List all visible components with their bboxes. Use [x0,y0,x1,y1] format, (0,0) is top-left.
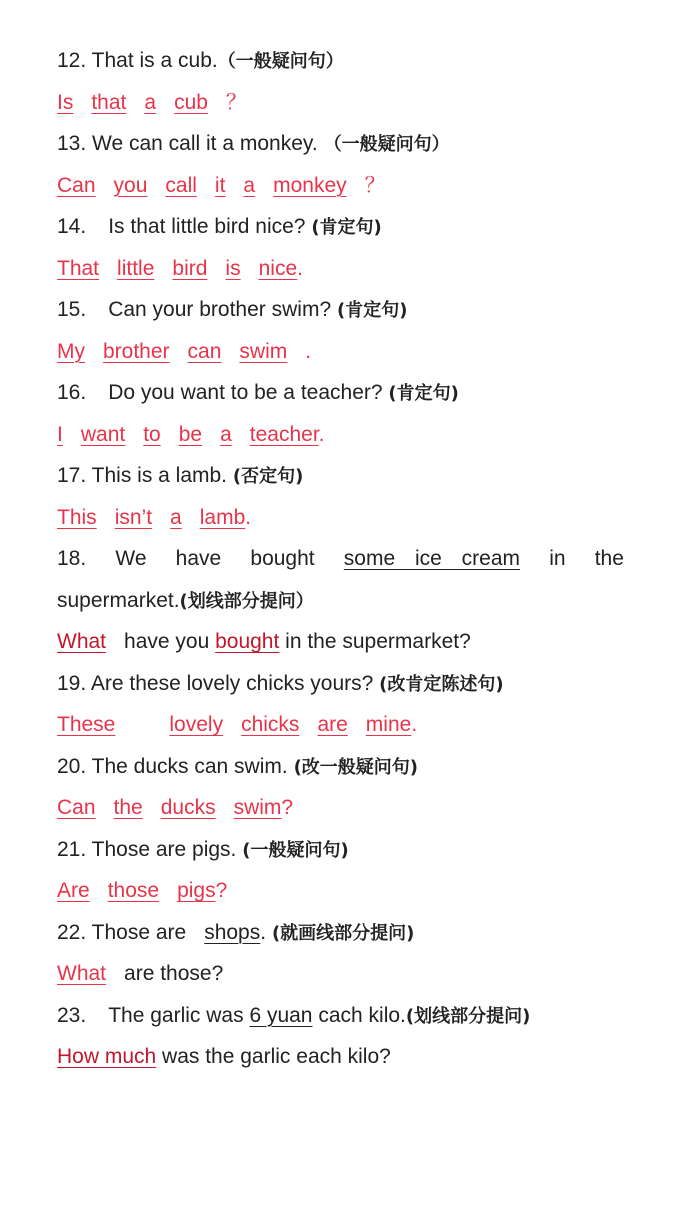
question-hint: (否定句) [232,466,304,487]
answer-word: Can [57,796,96,819]
answer-13 [57,165,624,207]
answer-word: you [113,173,148,197]
question-prompt: The garlic was [108,1003,244,1027]
answer-23 [57,1036,624,1078]
answer-12 [57,82,624,124]
question-number: 23. [57,1003,87,1027]
answer-word: the [113,796,143,819]
question-hint: (肯定句) [388,383,459,404]
underlined-phrase: shops [204,920,261,944]
question-prompt: supermarket. [57,588,180,612]
question-16 [57,372,624,414]
question-23 [57,995,624,1037]
underlined-phrase: 6 yuan [249,1003,313,1027]
answer-word: want [80,422,126,446]
answer-17 [57,497,624,539]
question-prompt: Is that little bird nice? [108,215,306,238]
answer-word: Can [57,173,96,197]
answer-word: Are [57,879,90,902]
question-prompt: 19. Are these lovely chicks yours? [57,671,374,695]
question-prompt: 22. Those are [57,920,187,944]
question-hint: (划线部分提问） [179,590,314,612]
answer-18 [57,621,624,663]
answer-word: That [57,256,100,280]
question-prompt: 13. We can call it a monkey. [57,132,318,155]
answer-22 [57,953,624,995]
question-14 [57,206,624,248]
answer-word: lamb [199,505,246,529]
answer-word: to [143,422,161,446]
question-prompt: Do you want to be a teacher? [108,381,383,404]
question-word: bought [250,547,315,570]
answer-16 [57,414,624,456]
answer-end-mark: ? [215,879,228,902]
answer-word: isn’t [114,505,153,529]
answer-word: call [165,173,197,197]
answer-word: This [57,505,97,529]
question-19 [57,663,624,705]
answer-word: a [170,505,182,529]
question-hint: (肯定句) [311,217,382,238]
question-end-mark: . [260,920,267,944]
answer-end-mark: . [411,713,418,736]
question-word: We [115,547,147,570]
answer-end-mark: . [305,339,312,363]
answer-word: These [57,713,116,736]
answer-word: I [57,422,63,446]
answer-word: ducks [160,796,216,819]
answer-word: How much [57,1045,157,1068]
question-20 [57,746,624,788]
answer-word: mine [365,713,412,736]
question-prompt: 20. The ducks can swim. [57,754,288,778]
question-prompt: 12. That is a cub. [57,49,218,72]
question-hint: (划线部分提问) [405,1005,531,1027]
answer-word: teacher [249,422,319,446]
answer-word: bought [215,630,280,653]
question-hint: (改肯定陈述句) [379,673,504,695]
question-13 [57,123,624,165]
answer-15 [57,331,624,373]
answer-word: those [107,879,160,902]
question-21 [57,829,624,871]
question-prompt: 21. Those are pigs. [57,837,237,861]
answer-word: My [57,339,85,363]
answer-text: have you [124,630,210,653]
question-number: 16. [57,381,87,404]
answer-word: monkey [273,173,347,197]
answer-word: brother [103,339,170,363]
answer-word: swim [233,796,282,819]
question-hint: (就画线部分提问) [271,922,415,944]
answer-20 [57,787,624,829]
answer-word: it [214,173,226,197]
question-17 [57,455,624,497]
question-prompt: cach kilo. [318,1003,406,1027]
answer-word: Is [57,90,74,114]
answer-word: are [317,713,348,736]
answer-word: is [225,256,241,280]
answer-word: What [57,962,107,985]
answer-text: in the supermarket? [285,630,471,653]
answer-19 [57,704,624,746]
question-hint: （一般疑问句） [323,134,450,155]
answer-word: a [243,173,256,197]
exercise-sheet [57,40,624,1078]
question-hint: （一般疑问句） [217,51,344,72]
answer-end-mark: . [318,422,325,446]
answer-word: bird [172,256,208,280]
answer-word: can [187,339,222,363]
answer-text: was the garlic each kilo? [162,1045,391,1068]
question-18 [57,538,624,580]
question-number: 18. [57,547,87,570]
underlined-phrase: some ice cream [343,547,521,570]
question-12 [57,40,624,82]
answer-word: chicks [241,713,300,736]
answer-end-mark: ？ [225,90,247,114]
question-word: have [175,547,222,570]
answer-word: a [144,90,157,114]
question-prompt: 17. This is a lamb. [57,464,228,487]
answer-21 [57,870,624,912]
answer-end-mark: . [245,505,252,529]
question-hint: (改一般疑问句) [293,756,419,778]
answer-end-mark: . [297,256,303,280]
answer-word: swim [239,339,288,363]
question-hint: (肯定句) [336,300,408,321]
answer-word: nice [258,256,298,280]
question-hint: (一般疑问句) [242,839,349,861]
answer-text: are those? [124,962,224,985]
question-word: in [549,547,566,570]
question-22 [57,912,624,954]
answer-14 [57,248,624,290]
answer-word: What [57,630,107,653]
answer-word: be [178,422,203,446]
answer-end-mark: ？ [364,173,386,197]
question-number: 14. [57,215,87,238]
answer-end-mark: ? [281,796,294,819]
answer-word: little [117,256,155,280]
question-word: the [594,547,624,570]
answer-word: cub [174,90,208,114]
question-prompt: Can your brother swim? [108,298,332,321]
question-18-cont [57,580,624,622]
answer-word: lovely [169,713,224,736]
answer-word: that [91,90,127,114]
question-number: 15. [57,298,87,321]
answer-word: a [220,422,232,446]
question-15 [57,289,624,331]
answer-word: pigs [177,879,216,902]
